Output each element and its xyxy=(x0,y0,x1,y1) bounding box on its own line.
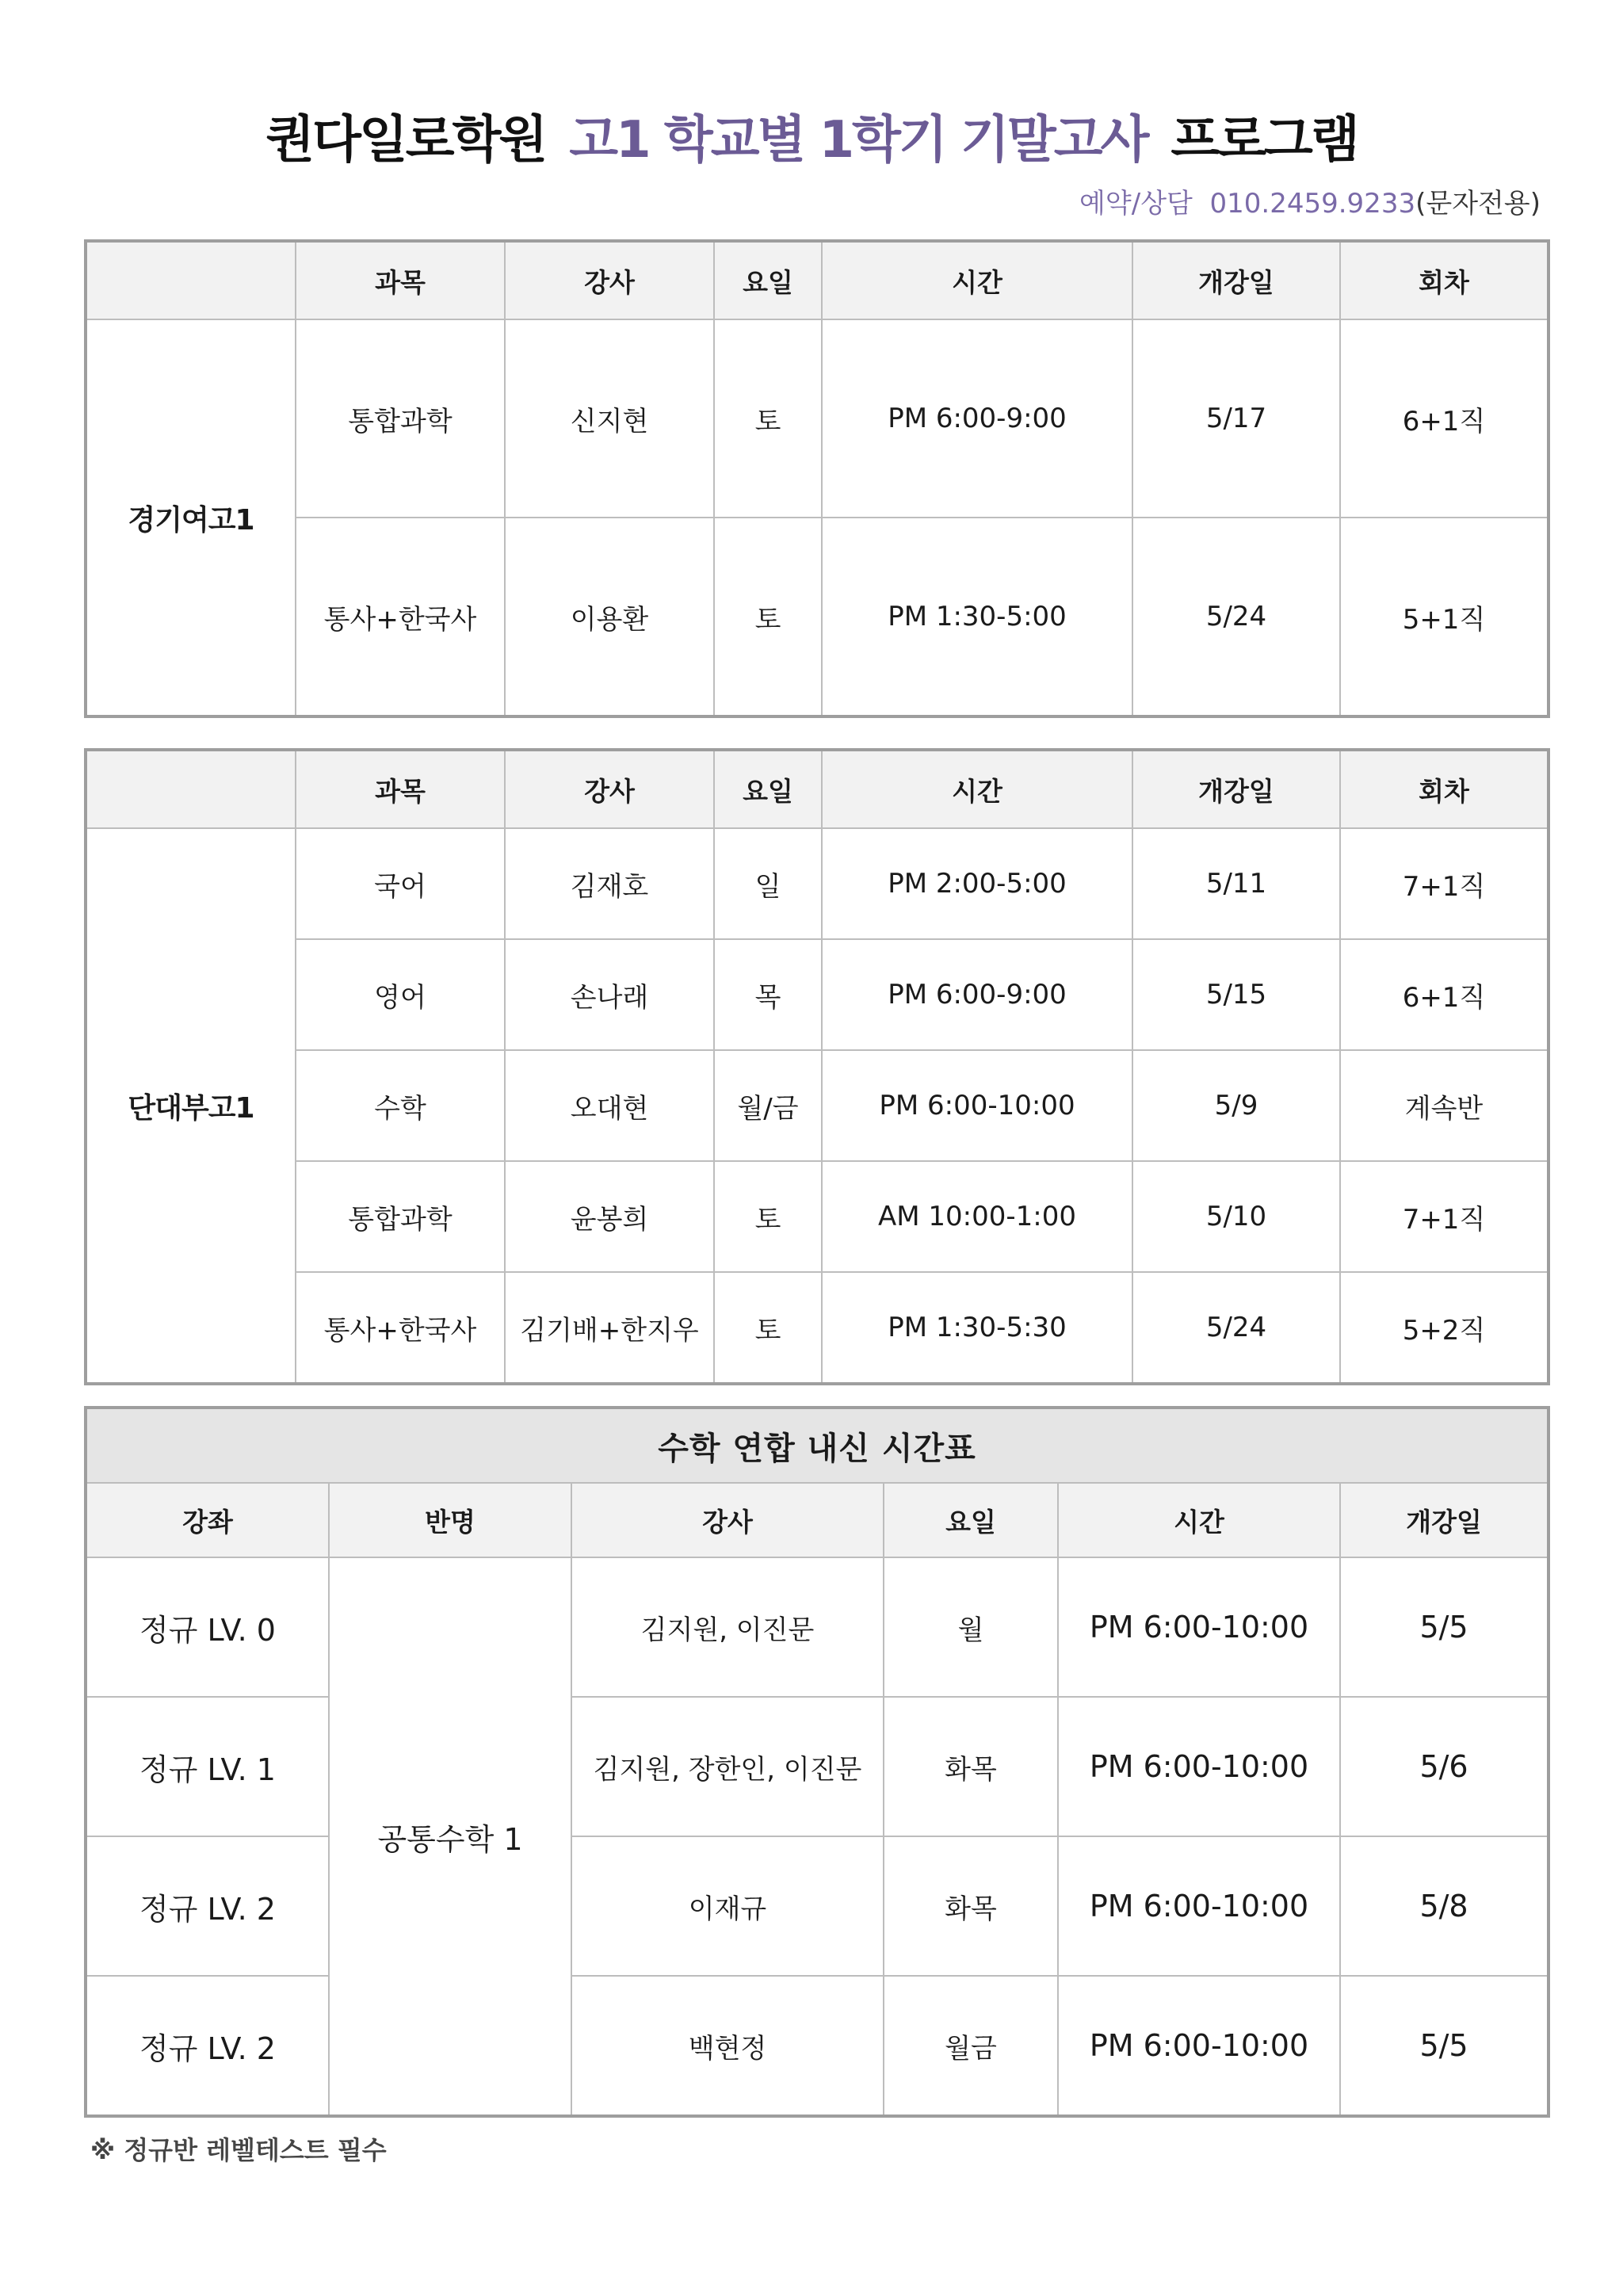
table-caption: 수학 연합 내신 시간표 xyxy=(86,1408,1548,1483)
cell-start: 5/9 xyxy=(1132,1050,1340,1161)
table-row xyxy=(86,1272,1548,1383)
cell-time: PM 6:00-10:00 xyxy=(1058,1557,1340,1697)
cell-teacher: 이재규 xyxy=(571,1836,884,1976)
cell-course: 정규 LV. 2 xyxy=(86,1976,329,2115)
header-cell-sessions: 회차 xyxy=(1340,242,1548,319)
school-name: 경기여고1 xyxy=(86,319,296,716)
header-cell-class: 반명 xyxy=(329,1483,571,1557)
cell-sessions: 5+2직 xyxy=(1340,1272,1548,1383)
cell-subject: 통사+한국사 xyxy=(296,1272,505,1383)
cell-subject: 수학 xyxy=(296,1050,505,1161)
table-header-row xyxy=(86,1483,1548,1557)
header-cell-start: 개강일 xyxy=(1132,751,1340,828)
cell-subject: 통합과학 xyxy=(296,1161,505,1272)
cell-day: 토 xyxy=(714,1161,822,1272)
header-cell-day: 요일 xyxy=(714,751,822,828)
cell-subject: 통사+한국사 xyxy=(296,518,505,716)
cell-teacher: 김지원, 장한인, 이진문 xyxy=(571,1697,884,1836)
cell-time: PM 6:00-9:00 xyxy=(822,939,1132,1050)
cell-day: 토 xyxy=(714,1272,822,1383)
cell-teacher: 신지현 xyxy=(505,319,714,518)
cell-class-name: 공통수학 1 xyxy=(329,1557,571,2115)
table-row xyxy=(86,1697,1548,1836)
cell-teacher: 김지원, 이진문 xyxy=(571,1557,884,1697)
cell-start: 5/24 xyxy=(1132,518,1340,716)
header-cell-day: 요일 xyxy=(884,1483,1058,1557)
cell-day: 일 xyxy=(714,828,822,939)
cell-sessions: 7+1직 xyxy=(1340,828,1548,939)
table-row xyxy=(86,828,1548,939)
header-cell-teacher: 강사 xyxy=(505,242,714,319)
cell-day: 화목 xyxy=(884,1836,1058,1976)
cell-time: PM 1:30-5:00 xyxy=(822,518,1132,716)
cell-time: PM 6:00-9:00 xyxy=(822,319,1132,518)
cell-day: 월/금 xyxy=(714,1050,822,1161)
cell-day: 목 xyxy=(714,939,822,1050)
header-cell-teacher: 강사 xyxy=(505,751,714,828)
table-caption-row xyxy=(86,1408,1548,1483)
header-cell-subject: 과목 xyxy=(296,751,505,828)
cell-time: AM 10:00-1:00 xyxy=(822,1161,1132,1272)
cell-course: 정규 LV. 2 xyxy=(86,1836,329,1976)
cell-teacher: 김재호 xyxy=(505,828,714,939)
header-cell-subject: 과목 xyxy=(296,242,505,319)
cell-sessions: 계속반 xyxy=(1340,1050,1548,1161)
cell-subject: 국어 xyxy=(296,828,505,939)
cell-start: 5/8 xyxy=(1340,1836,1548,1976)
cell-start: 5/24 xyxy=(1132,1272,1340,1383)
table-row xyxy=(86,518,1548,716)
table-header-row xyxy=(86,242,1548,319)
table-row xyxy=(86,319,1548,518)
header-cell-course: 강좌 xyxy=(86,1483,329,1557)
cell-subject: 통합과학 xyxy=(296,319,505,518)
header-cell-time: 시간 xyxy=(1058,1483,1340,1557)
cell-time: PM 6:00-10:00 xyxy=(1058,1976,1340,2115)
cell-teacher: 오대현 xyxy=(505,1050,714,1161)
cell-sessions: 7+1직 xyxy=(1340,1161,1548,1272)
header-cell-time: 시간 xyxy=(822,751,1132,828)
cell-subject: 영어 xyxy=(296,939,505,1050)
cell-day: 월금 xyxy=(884,1976,1058,2115)
header-cell-school xyxy=(86,242,296,319)
header-cell-teacher: 강사 xyxy=(571,1483,884,1557)
header-cell-day: 요일 xyxy=(714,242,822,319)
cell-time: PM 2:00-5:00 xyxy=(822,828,1132,939)
contact-line xyxy=(1079,184,1541,223)
cell-sessions: 5+1직 xyxy=(1340,518,1548,716)
cell-time: PM 6:00-10:00 xyxy=(1058,1836,1340,1976)
cell-teacher: 백현정 xyxy=(571,1976,884,2115)
header-cell-start: 개강일 xyxy=(1340,1483,1548,1557)
cell-start: 5/6 xyxy=(1340,1697,1548,1836)
cell-time: PM 6:00-10:00 xyxy=(1058,1697,1340,1836)
cell-teacher: 윤봉희 xyxy=(505,1161,714,1272)
cell-sessions: 6+1직 xyxy=(1340,939,1548,1050)
header-cell-start: 개강일 xyxy=(1132,242,1340,319)
table-row xyxy=(86,939,1548,1050)
header-cell-time: 시간 xyxy=(822,242,1132,319)
cell-day: 토 xyxy=(714,319,822,518)
page-title xyxy=(0,105,1623,176)
table-row xyxy=(86,1557,1548,1697)
table-dandae xyxy=(86,750,1549,1384)
table-gyeonggi xyxy=(86,241,1549,716)
table-row xyxy=(86,1050,1548,1161)
school-name: 단대부고1 xyxy=(86,828,296,1383)
contact-note: (문자전용) xyxy=(1415,188,1541,220)
cell-start: 5/11 xyxy=(1132,828,1340,939)
cell-time: PM 1:30-5:30 xyxy=(822,1272,1132,1383)
table-row xyxy=(86,1976,1548,2115)
cell-course: 정규 LV. 1 xyxy=(86,1697,329,1836)
cell-start: 5/5 xyxy=(1340,1557,1548,1697)
header-cell-school xyxy=(86,751,296,828)
cell-teacher: 김기배+한지우 xyxy=(505,1272,714,1383)
contact-label: 예약/상담 xyxy=(1079,188,1193,220)
cell-teacher: 손나래 xyxy=(505,939,714,1050)
contact-phone: 010.2459.9233 xyxy=(1209,188,1416,220)
cell-day: 화목 xyxy=(884,1697,1058,1836)
footnote: ※ 정규반 레벨테스트 필수 xyxy=(90,2135,387,2165)
cell-day: 토 xyxy=(714,518,822,716)
program-suffix: 프로그램 xyxy=(1170,111,1358,170)
table-row xyxy=(86,1161,1548,1272)
header-cell-sessions: 회차 xyxy=(1340,751,1548,828)
cell-start: 5/15 xyxy=(1132,939,1340,1050)
program-name: 고1 학교별 1학기 기말고사 xyxy=(569,111,1148,170)
cell-start: 5/17 xyxy=(1132,319,1340,518)
table-math-union xyxy=(86,1408,1549,2116)
cell-sessions: 6+1직 xyxy=(1340,319,1548,518)
cell-start: 5/5 xyxy=(1340,1976,1548,2115)
academy-name: 퀀다일로학원 xyxy=(265,111,546,170)
table-row xyxy=(86,1836,1548,1976)
cell-time: PM 6:00-10:00 xyxy=(822,1050,1132,1161)
cell-day: 월 xyxy=(884,1557,1058,1697)
table-header-row xyxy=(86,751,1548,828)
cell-teacher: 이용환 xyxy=(505,518,714,716)
cell-start: 5/10 xyxy=(1132,1161,1340,1272)
cell-course: 정규 LV. 0 xyxy=(86,1557,329,1697)
